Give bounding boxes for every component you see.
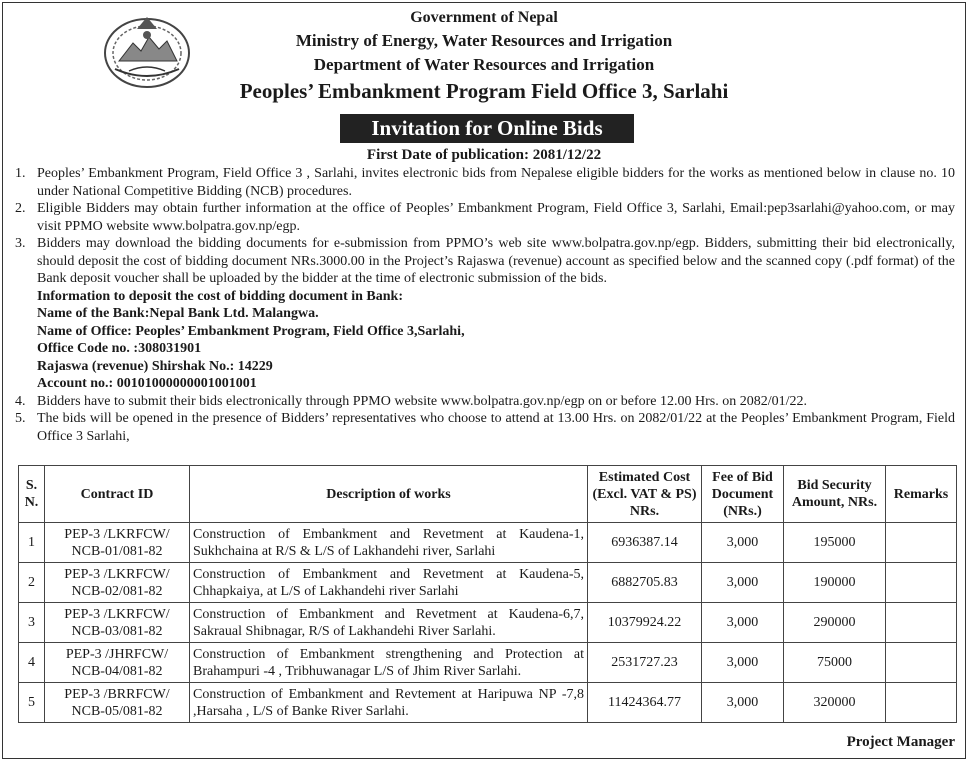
clause-text: Peoples’ Embankment Program, Field Office 3 , Sarlahi, invites electronic bids from Nepalese eligible bidders for the works as mentioned below in clause no. 10 under National Competitive Bidding (NCB) procedures.	[37, 166, 955, 199]
clause-4	[15, 393, 955, 411]
cell-description: Construction of Embankment and Revetment at Kaudena-5, Chhapkaiya, at L/S of Lakhandehi river Sarlahi	[190, 563, 588, 603]
cell-bid-security: 195000	[784, 523, 886, 563]
clause-number: 4.	[15, 393, 26, 409]
table-row	[19, 563, 957, 603]
notice-body	[15, 165, 955, 445]
header-bid-security: Bid Security Amount, NRs.	[784, 466, 886, 523]
cell-contract-id: PEP-3 /JHRFCW/ NCB-04/081-82	[45, 643, 190, 683]
clause-number: 5.	[15, 411, 26, 426]
header-estimated-cost: Estimated Cost (Excl. VAT & PS) NRs.	[588, 466, 702, 523]
clause-2	[15, 200, 955, 235]
office-name: Name of Office: Peoples’ Embankment Program, Field Office 3,Sarlahi,	[37, 323, 465, 339]
cell-fee: 3,000	[702, 683, 784, 723]
cell-sn: 3	[19, 603, 45, 643]
cell-contract-id: PEP-3 /BRRFCW/ NCB-05/081-82	[45, 683, 190, 723]
account-number: Account no.: 00101000000001001001	[37, 376, 257, 391]
cell-estimated-cost: 11424364.77	[588, 683, 702, 723]
cell-description: Construction of Embankment and Revetment at Kaudena-1, Sukhchaina at R/S & L/S of Lakhandehi river, Sarlahi	[190, 523, 588, 563]
cell-estimated-cost: 6882705.83	[588, 563, 702, 603]
cell-fee: 3,000	[702, 563, 784, 603]
cell-estimated-cost: 10379924.22	[588, 603, 702, 643]
publication-date: First Date of publication: 2081/12/22	[366, 147, 602, 163]
signoff: Project Manager	[846, 734, 955, 750]
cell-remarks	[886, 563, 957, 603]
cell-sn: 4	[19, 643, 45, 683]
header-description: Description of works	[190, 466, 588, 523]
table-header-row	[19, 466, 957, 523]
cell-fee: 3,000	[702, 603, 784, 643]
cell-description: Construction of Embankment and Revetment at Kaudena-6,7, Sakraual Shibnagar, R/S of Lakhandehi River Sarlahi.	[190, 603, 588, 643]
cell-bid-security: 190000	[784, 563, 886, 603]
government-title: Government of Nepal	[410, 9, 558, 26]
clause-number: 2.	[15, 201, 26, 216]
cell-description: Construction of Embankment and Revtement at Haripuwa NP -7,8 ,Harsaha , L/S of Banke River Sarlahi.	[190, 683, 588, 723]
rajaswa-shirshak: Rajaswa (revenue) Shirshak No.: 14229	[37, 358, 273, 374]
office-code: Office Code no. :308031901	[37, 341, 202, 356]
cell-bid-security: 290000	[784, 603, 886, 643]
clause-text: Bidders have to submit their bids electronically through PPMO website www.bolpatra.gov.np/egp on or before 12.00 Hrs. on 2082/01/22.	[37, 393, 808, 409]
department-title: Department of Water Resources and Irrigation	[313, 55, 655, 74]
clause-1	[15, 165, 955, 200]
cell-fee: 3,000	[702, 523, 784, 563]
cell-remarks	[886, 523, 957, 563]
header-contract-id: Contract ID	[45, 466, 190, 523]
clause-text: The bids will be opened in the presence of Bidders’ representatives who choose to attend at 13.00 Hrs. on 2082/01/22 at the Peoples’ Embankment Program, Field Office 3 Sarlahi,	[37, 411, 955, 444]
clause-number: 1.	[15, 166, 26, 181]
cell-bid-security: 320000	[784, 683, 886, 723]
cell-remarks	[886, 603, 957, 643]
cell-bid-security: 75000	[784, 643, 886, 683]
clause-number: 3.	[15, 236, 26, 251]
cell-fee: 3,000	[702, 643, 784, 683]
bank-info-heading: Information to deposit the cost of bidding document in Bank:	[37, 288, 403, 304]
cell-sn: 2	[19, 563, 45, 603]
table-row	[19, 523, 957, 563]
cell-estimated-cost: 2531727.23	[588, 643, 702, 683]
header-sn: S. N.	[19, 466, 45, 523]
invitation-banner: Invitation for Online Bids	[340, 114, 634, 143]
cell-estimated-cost: 6936387.14	[588, 523, 702, 563]
header-fee: Fee of Bid Document (NRs.)	[702, 466, 784, 523]
ministry-title: Ministry of Energy, Water Resources and Irrigation	[295, 31, 673, 50]
table-row	[19, 603, 957, 643]
bank-name: Name of the Bank:Nepal Bank Ltd. Malangwa.	[37, 306, 319, 321]
clause-text: Eligible Bidders may obtain further information at the office of Peoples’ Embankment Program, Field Office 3, Sarlahi, Email:pep3sarlahi@yahoo.com, or may visit PPMO website www.bolpatra.gov.np/egp.	[37, 201, 955, 234]
cell-remarks	[886, 643, 957, 683]
cell-description: Construction of Embankment strengthening and Protection at Brahampuri -4 , Tribhuwanagar L/S of Jhim River Sarlahi.	[190, 643, 588, 683]
office-title: Peoples’ Embankment Program Field Office 3, Sarlahi	[239, 79, 729, 103]
clause-text: Bidders may download the bidding documents for e-submission from PPMO’s web site www.bolpatra.gov.np/egp. Bidders, submitting their bid electronically, should deposit the cost of bidding document NRs.3000.00 in the Project’s Rajaswa (revenue) account as specified below and the scanned copy (.pdf format) of the Bank deposit voucher shall be uploaded by the bidder at the time of electronic submission of the bids.	[37, 236, 955, 286]
cell-contract-id: PEP-3 /LKRFCW/ NCB-01/081-82	[45, 523, 190, 563]
cell-contract-id: PEP-3 /LKRFCW/ NCB-03/081-82	[45, 603, 190, 643]
cell-sn: 1	[19, 523, 45, 563]
notice-page	[2, 2, 966, 759]
header-remarks: Remarks	[886, 466, 957, 523]
clause-5	[15, 410, 955, 445]
clause-3	[15, 235, 955, 393]
cell-sn: 5	[19, 683, 45, 723]
works-table	[18, 465, 957, 723]
cell-contract-id: PEP-3 /LKRFCW/ NCB-02/081-82	[45, 563, 190, 603]
table-row	[19, 643, 957, 683]
cell-remarks	[886, 683, 957, 723]
table-row	[19, 683, 957, 723]
